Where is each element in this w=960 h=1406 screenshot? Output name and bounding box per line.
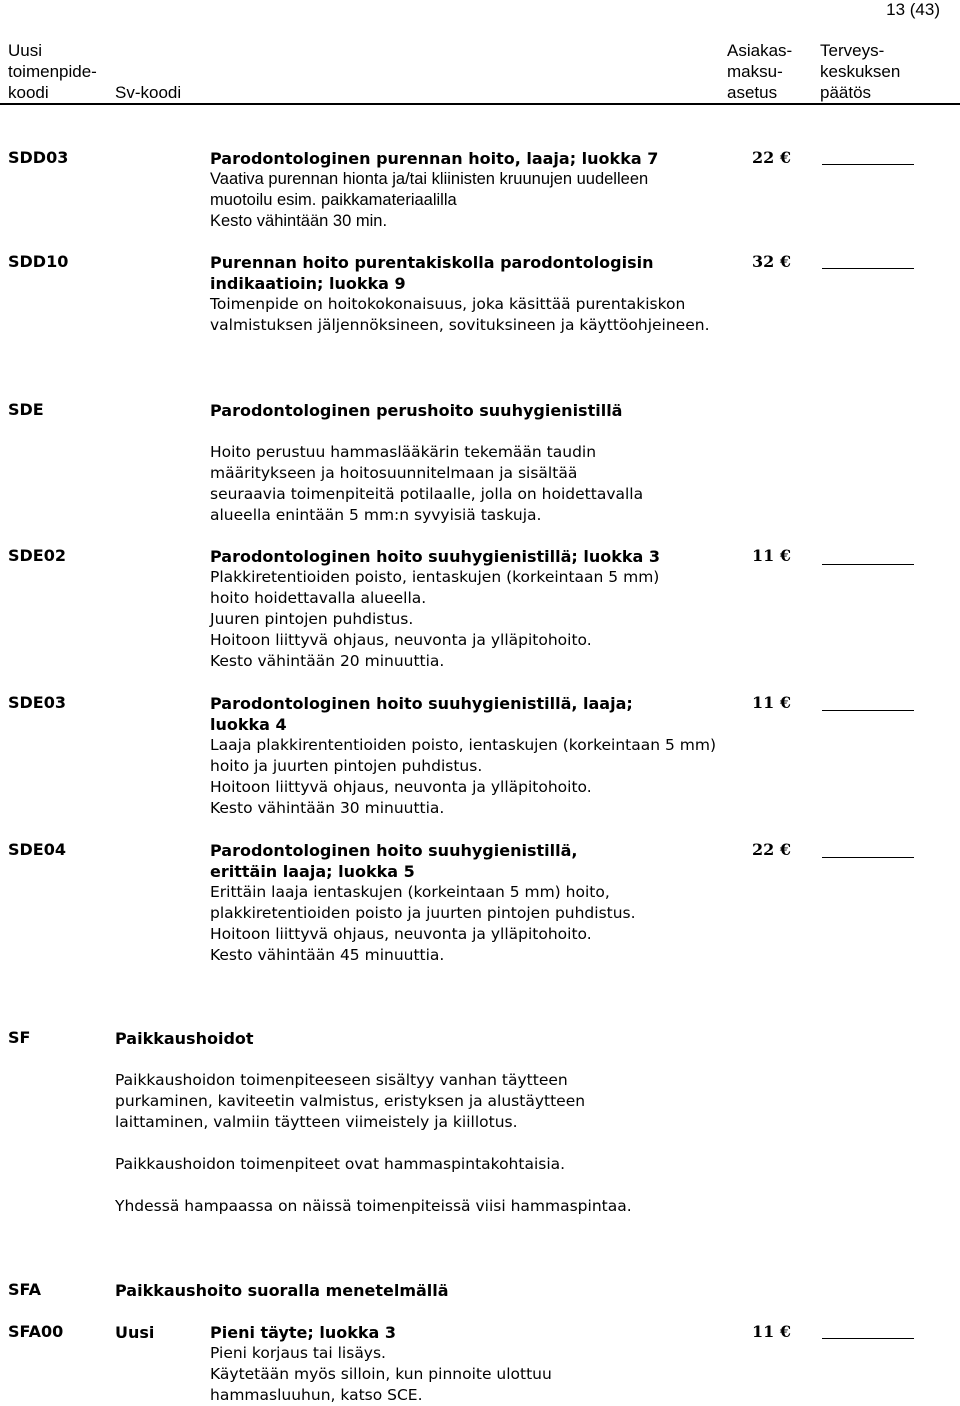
entry-desc-sf-p2: Paikkaushoidon toimenpiteet ovat hammaspintakohtaisia. xyxy=(115,1155,566,1173)
entry-desc-sf-p1: Paikkaushoidon toimenpiteeseen sisältyy vanhan täytteen purkaminen, kaviteetin valmistus, eristyksen ja alustäytteen laittaminen, valmiin täytteen viimeistely ja kiillotus. xyxy=(115,1071,586,1131)
entry-code-sde03: SDE03 xyxy=(8,693,66,712)
header-new-code: Uusi toimenpide- koodi xyxy=(8,41,97,102)
decision-line-sde04 xyxy=(822,857,914,858)
entry-price-sfa00: 11 € xyxy=(752,1322,791,1341)
entry-desc-sdd03: Vaativa purennan hionta ja/tai kliinisten kruunujen uudelleen muotoilu esim. paikkamateriaalilla Kesto vähintään 30 min. xyxy=(210,170,649,230)
entry-sv-code-sfa00: Uusi xyxy=(115,1323,155,1342)
entry-code-sde: SDE xyxy=(8,400,44,419)
entry-title-sde: Parodontologinen perushoito suuhygienistillä xyxy=(210,401,623,420)
entry-title-sde03: Parodontologinen hoito suuhygienistillä, laaja; luokka 4 xyxy=(210,694,633,734)
header-sv-code: Sv-koodi xyxy=(115,83,182,102)
entry-title-sf: Paikkaushoidot xyxy=(115,1029,254,1048)
entry-code-sde02: SDE02 xyxy=(8,546,66,565)
entry-title-sfa00: Pieni täyte; luokka 3 xyxy=(210,1323,397,1342)
entry-desc-sde03: Laaja plakkirententioiden poisto, ientaskujen (korkeintaan 5 mm) hoito ja juurten pintojen puhdistus. Hoitoon liittyvä ohjaus, neuvonta ja ylläpitohoito. Kesto vähintään 30 minuuttia. xyxy=(210,736,717,817)
entry-title-sdd03: Parodontologinen purennan hoito, laaja; luokka 7 xyxy=(210,149,659,168)
entry-desc-sde04: Erittäin laaja ientaskujen (korkeintaan 5 mm) hoito, plakkiretentioiden poisto ja juurten pintojen puhdistus. Hoitoon liittyvä ohjaus, neuvonta ja ylläpitohoito. Kesto vähintään 45 minuuttia. xyxy=(210,883,636,964)
header-fee-decree: Asiakas- maksu- asetus xyxy=(727,41,793,102)
header-divider xyxy=(0,103,960,105)
entry-title-sde02: Parodontologinen hoito suuhygienistillä; luokka 3 xyxy=(210,547,660,566)
header-health-center-decision: Terveys- keskuksen päätös xyxy=(820,41,901,102)
entry-desc-sf-p3: Yhdessä hampaassa on näissä toimenpiteissä viisi hammaspintaa. xyxy=(115,1197,632,1215)
entry-code-sfa00: SFA00 xyxy=(8,1322,64,1341)
entry-desc-sfa00: Pieni korjaus tai lisäys. Käytetään myös silloin, kun pinnoite ulottuu hammasluuhun, katso SCE. xyxy=(210,1344,552,1404)
entry-price-sde04: 22 € xyxy=(752,840,791,859)
entry-desc-sdd10: Toimenpide on hoitokokonaisuus, joka käsittää purentakiskon valmistuksen jäljennöksineen, sovituksineen ja käyttöohjeineen. xyxy=(210,295,710,334)
entry-price-sdd03: 22 € xyxy=(752,148,791,167)
entry-code-sfa: SFA xyxy=(8,1280,41,1299)
entry-code-sdd03: SDD03 xyxy=(8,148,69,167)
entry-code-sf: SF xyxy=(8,1028,31,1047)
entry-code-sde04: SDE04 xyxy=(8,840,66,859)
decision-line-sdd03 xyxy=(822,164,914,165)
entry-desc-sde: Hoito perustuu hammaslääkärin tekemään taudin määritykseen ja hoitosuunnitelmaan ja sisältää seuraavia toimenpiteitä potilaalle, jolla on hoidettavalla alueella enintään 5 mm:n syvyisiä taskuja. xyxy=(210,443,644,524)
entry-price-sde03: 11 € xyxy=(752,693,791,712)
entry-desc-sde02: Plakkiretentioiden poisto, ientaskujen (korkeintaan 5 mm) hoito hoidettavalla alueella. Juuren pintojen puhdistus. Hoitoon liittyvä ohjaus, neuvonta ja ylläpitohoito. Kesto vähintään 20 minuuttia. xyxy=(210,568,660,670)
entry-title-sde04: Parodontologinen hoito suuhygienistillä, erittäin laaja; luokka 5 xyxy=(210,841,578,881)
decision-line-sde03 xyxy=(822,710,914,711)
decision-line-sdd10 xyxy=(822,268,914,269)
decision-line-sde02 xyxy=(822,564,914,565)
decision-line-sfa00 xyxy=(822,1338,914,1339)
entry-title-sfa: Paikkaushoito suoralla menetelmällä xyxy=(115,1281,449,1300)
entry-code-sdd10: SDD10 xyxy=(8,252,69,271)
entry-title-sdd10: Purennan hoito purentakiskolla parodontologisin indikaatioin; luokka 9 xyxy=(210,253,654,293)
entry-price-sde02: 11 € xyxy=(752,546,791,565)
entry-price-sdd10: 32 € xyxy=(752,252,791,271)
page-number: 13 (43) xyxy=(886,0,940,19)
